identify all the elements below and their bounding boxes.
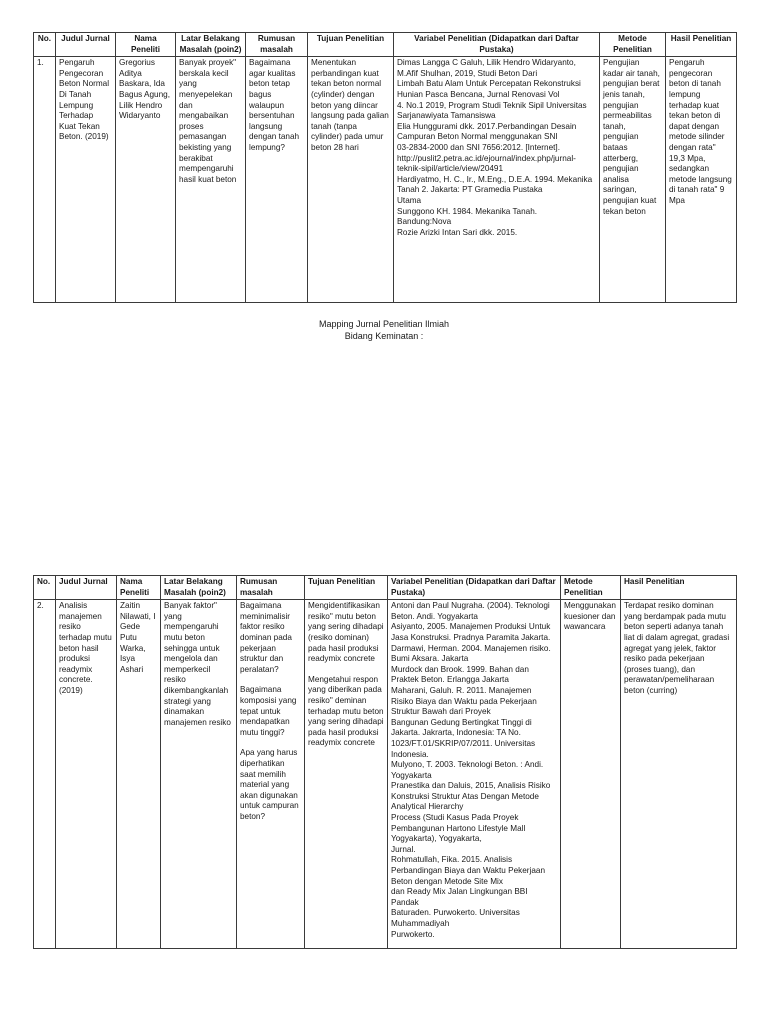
text-line: Praktek Beton. Erlangga Jakarta [391,675,509,685]
text-line: Utama [397,195,422,205]
text-line: Hunian Pasca Bencana, Jurnal Renovasi Vol [397,89,560,99]
text-line: Baturaden. Purwokerto. Universitas [391,908,520,918]
cell-rumusan [237,600,305,949]
text-line: Perbandingan Biaya dan Waktu Pekerjaan [391,866,545,876]
header-rumusan-masalah: Rumusan masalah [237,576,305,600]
text-line: dan Ready Mix Jalan Lingkungan BBI Pandak [391,887,528,907]
text-line: Analytical Hierarchy [391,802,464,812]
text-line: Murdock dan Brook. 1999. Bahan dan [391,664,529,674]
header-variabel-penelitian: Variabel Penelitian (Didapatkan dari Daftar Pustaka) [388,576,561,600]
text-line: Maharani, Galuh. R. 2011. Manajemen [391,685,532,695]
text-line: Struktur Bawah dari Proyek [391,707,491,717]
header-tujuan-penelitian: Tujuan Penelitian [305,576,388,600]
header-judul-jurnal: Judul Jurnal [56,576,117,600]
text-line: Pranestika dan Daluis, 2015, Analisis Risiko [391,781,551,791]
cell-variabel [394,57,600,303]
text-line: Campuran Beton Normal menggunakan SNI [397,132,558,142]
table-row [34,57,737,303]
header-hasil-penelitian: Hasil Penelitian [666,33,737,57]
cell-hasil: Pengaruh pengecoran beton di tanah lempung terhadap kuat tekan beton di dapat dengan metode silinder dengan rata" 19,3 Mpa, sedangkan metode langsung di tanah rata" 9 Mpa [666,57,737,303]
header-hasil-penelitian: Hasil Penelitian [621,576,737,600]
text-line: 4. No.1 2019, Program Studi Teknik Sipil Universitas [397,100,587,110]
text-line: Hardiyatmo, H. C., Ir., M.Eng., D.E.A. 1994. Mekanika Tanah 2. Jakarta: PT Gramedia Pustaka [397,174,593,195]
header-nama-peneliti: Nama Peneliti [116,33,176,57]
cell-latar: Banyak faktor" yang mempengaruhi mutu beton sehingga untuk mengelola dan memperkecil resiko dikembangkanlah strategi yang dinamakan manajemen resiko [161,600,237,949]
text-line: Elia Hunggurami dkk. 2017.Perbandingan Desain [397,121,577,131]
cell-metode: Pengujian kadar air tanah, pengujian berat jenis tanah, pengujian permeabilitas tanah, pengujian bataas atterberg, pengujian analisa saringan, pengujian kuat tekan beton [600,57,666,303]
cell-tujuan: Menentukan perbandingan kuat tekan beton normal (cylinder) dengan beton yang diincar langsung pada galian tanah (tanpa cylinder) pada umur beton 28 hari [308,57,394,303]
text-line: Bagaimana meminimalisir faktor resiko dominan pada pekerjaan struktur dan peralatan? [240,601,292,674]
text-line: Darmawi, Herman. 2004. Manajemen risiko. [391,643,551,653]
text-line: Yogyakarta), Yogyakarta, [391,834,482,844]
text-line: Pembangunan Hartono Lifestyle Mall [391,823,526,833]
cell-nama: Gregorius Aditya Baskara, Ida Bagus Agung, Lilik Hendro Widaryanto [116,57,176,303]
header-metode-penelitian: Metode Penelitian [600,33,666,57]
header-latar-belakang: Latar Belakang Masalah (poin2) [161,576,237,600]
text-line: Jasa Konstruksi. Pradnya Paramita Jakarta. [391,632,551,642]
cell-variabel [388,600,561,949]
text-line: Dimas Langga C Galuh, Lilik Hendro Widaryanto, [397,58,576,68]
header-no: No. [34,33,56,57]
text-line: Bumi Aksara. Jakarta [391,654,469,664]
text-line: http://puslit2.petra.ac.id/ejournal/index.php/jurnal-teknik-sipil/article/view/20491 [397,153,576,174]
text-line: Rohmatullah, Fika. 2015. Analisis [391,855,513,865]
text-line: Sunggono KH. 1984. Mekanika Tanah. [397,206,538,216]
cell-latar: Banyak proyek" berskala kecil yang menyepelekan dan mengabaikan proses pemasangan bekisting yang berakibat mempengaruhi hasil kuat beton [176,57,246,303]
cell-tujuan [305,600,388,949]
text-line: Mulyono, T. 2003. Teknologi Beton. : Andi. [391,760,544,770]
header-judul-jurnal: Judul Jurnal [56,33,116,57]
text-line: Antoni dan Paul Nugraha. (2004). Teknologi [391,601,550,611]
text-line: Process (Studi Kasus Pada Proyek [391,813,519,823]
text-line: Yogyakarta [391,770,432,780]
text-line: Asiyanto, 2005. Manajemen Produksi Untuk [391,622,551,632]
text-line: Rozie Arizki Intan Sari dkk. 2015. [397,227,518,237]
header-nama-peneliti: Nama Peneliti [117,576,161,600]
text-line: Bangunan Gedung Bertingkat Tinggi di [391,717,532,727]
header-rumusan-masalah: Rumusan masalah [246,33,308,57]
cell-no: 1. [34,57,56,303]
text-line: Sarjanawiyata Tamansiswa [397,111,496,121]
cell-nama: Zaitin Nilawati, I Gede Putu Warka, Isya Ashari [117,600,161,949]
header-metode-penelitian: Metode Penelitian [561,576,621,600]
cell-judul: Analisis manajemen resiko terhadap mutu beton hasil produksi readymix concrete. (2019) [56,600,117,949]
text-line: 03-2834-2000 dan SNI 7656:2012. [Internet]. [397,142,560,152]
text-line: Apa yang harus diperhatikan saat memilih material yang akan digunakan untuk campuran beton? [240,748,299,821]
text-line: Beton dengan Metode Site Mix [391,876,503,886]
mapping-table-2 [33,575,737,949]
text-line: Mengetahui respon yang diberikan pada resiko" deminan terhadap mutu beton yang sering dihadapi pada hasil produksi readymix concrete [308,674,384,748]
text-line: Jurnal. [391,844,416,854]
text-line: Purwokerto. [391,929,435,939]
text-line: Beton. Andi. Yogyakarta [391,611,478,621]
cell-judul: Pengaruh Pengecoran Beton Normal Di Tanah Lempung Terhadap Kuat Tekan Beton. (2019) [56,57,116,303]
caption-bidang: Bidang Keminatan : [344,331,424,341]
header-variabel-penelitian: Variabel Penelitian (Didapatkan dari Daftar Pustaka) [394,33,600,57]
caption-title: Mapping Jurnal Penelitian Ilmiah [318,319,450,329]
text-line: Indonesia. [391,749,429,759]
text-line: Mengidentifikasikan resiko" mutu beton yang sering dihadapi (resiko dominan) pada hasil produksi readymix concrete [308,601,384,664]
table-header-row [34,33,737,57]
header-latar-belakang: Latar Belakang Masalah (poin2) [176,33,246,57]
text-line: 1023/FT.01/SKRIP/07/2011. Universitas [391,738,536,748]
text-line: Jakarta. Jakrarta, Indonesia: TA No. [391,728,521,738]
table-header-row [34,576,737,600]
table-row [34,600,737,949]
mapping-table-1 [33,32,737,303]
text-line: Muhammadiyah [391,919,450,928]
text-line: Risiko Biaya dan Waktu pada Pekerjaan [391,696,537,706]
cell-rumusan: Bagaimana agar kualitas beton tetap bagus walaupun bersentuhan langsung dengan tanah lempung? [246,57,308,303]
cell-metode: Menggunakan kuesioner dan wawancara [561,600,621,949]
text-line: Bandung:Nova [397,217,452,227]
header-no: No. [34,576,56,600]
cell-no: 2. [34,600,56,949]
cell-hasil: Terdapat resiko dominan yang berdampak pada mutu beton seperti adanya tanah liat di dalam agregat, gradasi agregat yang jelek, faktor resiko pada pekerjaan (proses tuang), dan perawatan/pemeliharaan beton (curring) [621,600,737,949]
text-line: Bagaimana komposisi yang tepat untuk mendapatkan mutu tinggi? [240,685,297,737]
header-tujuan-penelitian: Tujuan Penelitian [308,33,394,57]
text-line: Limbah Batu Alam Untuk Percepatan Rekonstruksi [397,79,581,89]
text-line: M.Afif Shulhan, 2019, Studi Beton Dari [397,68,538,78]
text-line: Konstruksi Struktur Atas Dengan Metode [391,791,539,801]
